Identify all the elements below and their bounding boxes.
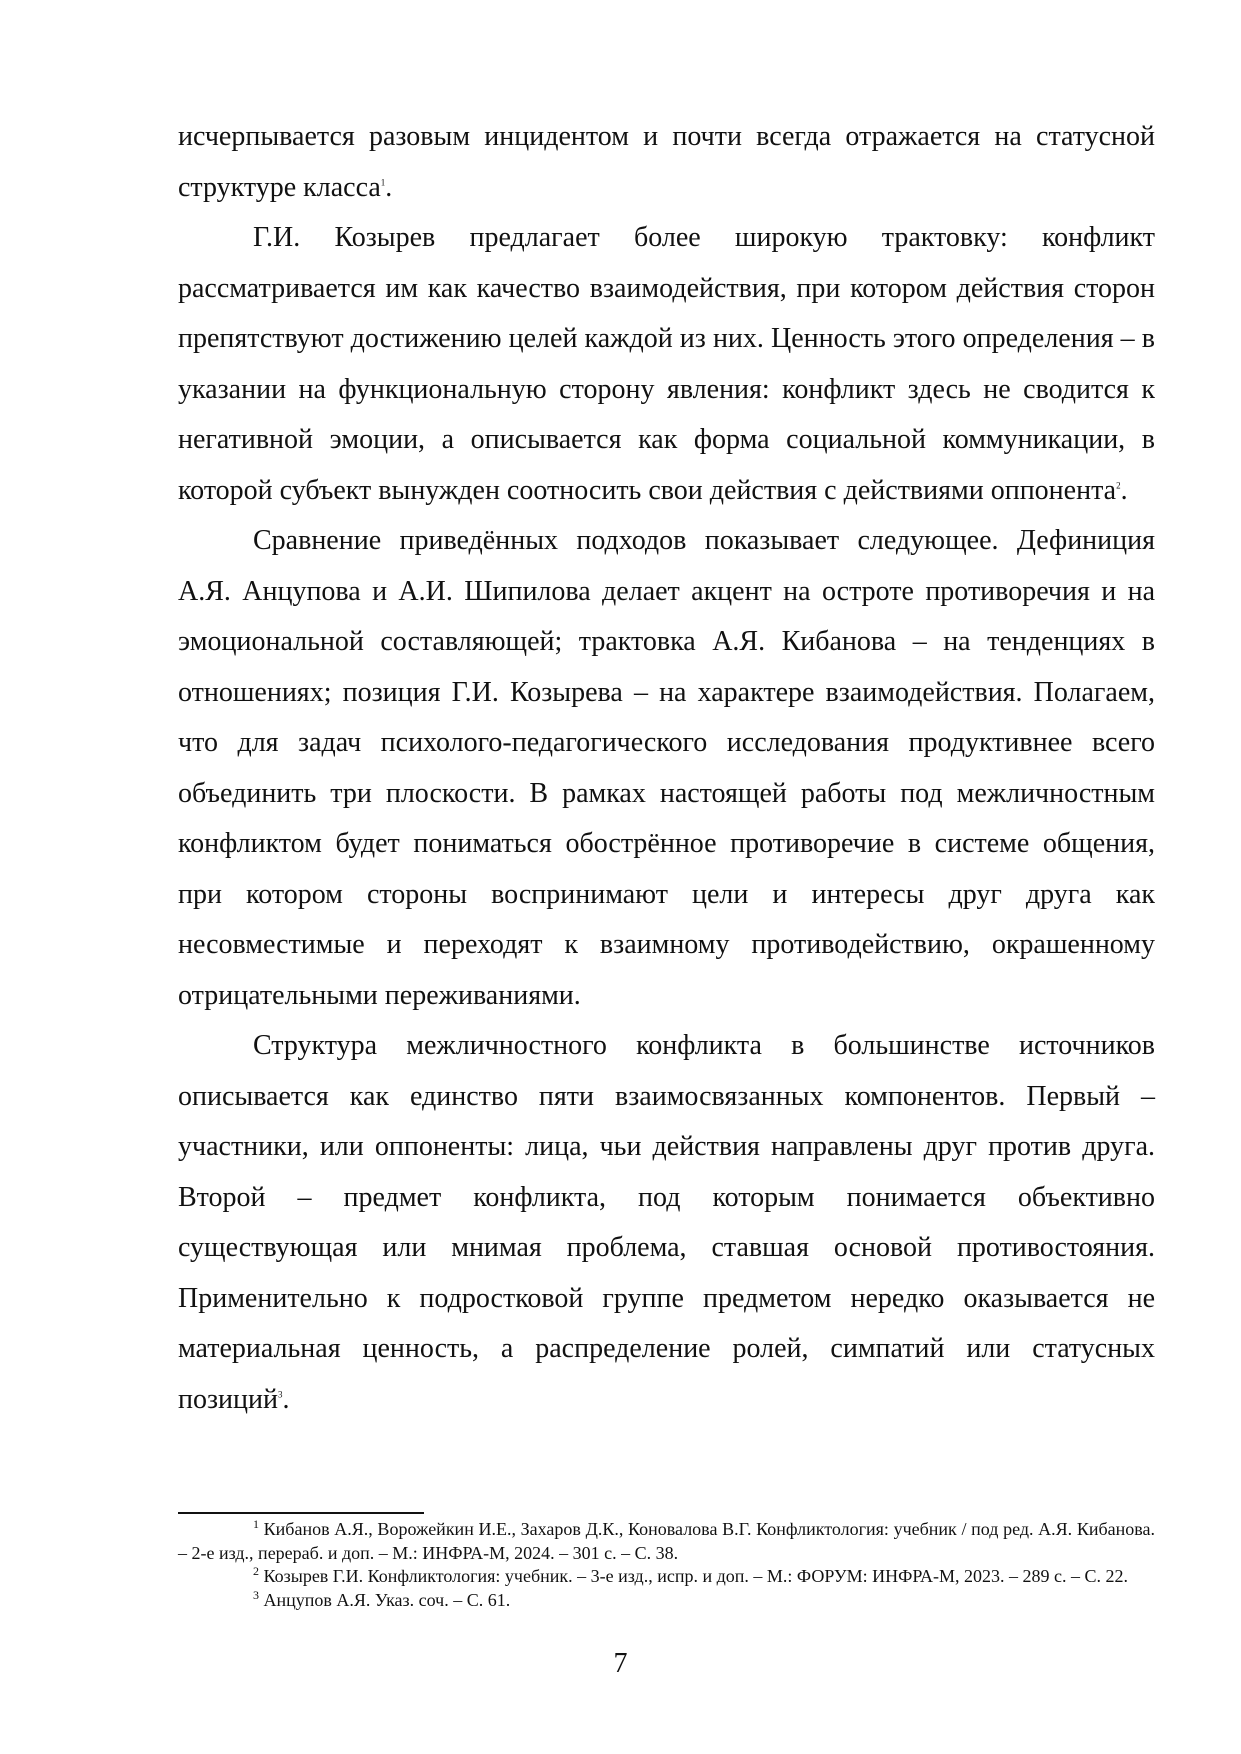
paragraph-2 [178,213,1155,516]
footnote-2-number: 2 [253,1564,259,1578]
paragraph-2-end: . [1120,474,1128,506]
footnote-ref-1[interactable]: 1 [380,177,386,188]
paragraph-1 [178,112,1155,213]
footnote-2-text: Козырев Г.И. Конфликтология: учебник. – 3-е изд., испр. и доп. – М.: ФОРУМ: ИНФРА-М, 2023. – 289 с. – С. 22. [263,1566,1129,1586]
footnote-1 [178,1518,1155,1565]
footnote-1-text: Кибанов А.Я., Ворожейкин И.Е., Захаров Д.К., Коновалова В.Г. Конфликтология: учебник / под ред. А.Я. Кибанова. – 2-е изд., перераб. и доп. – М.: ИНФРА-М, 2024. – 301 с. – С. 38. [178,1519,1155,1563]
footnote-3 [178,1589,1155,1613]
paragraph-4-end: . [282,1383,290,1415]
paragraph-4-text: Структура межличностного конфликта в большинстве источников описывается как единство пяти взаимосвязанных компонентов. Первый – участники, или оппоненты: лица, чьи действия направлены друг против друга. Второй – предмет конфликта, под которым понимается объективно существующая или мнимая проблема, ставшая основой противостояния. Применительно к подростковой группе предметом нередко оказывается не материальная ценность, а распределение ролей, симпатий или статусных позиций [178,1030,1155,1415]
paragraph-2-text: Г.И. Козырев предлагает более широкую трактовку: конфликт рассматривается им как качество взаимодействия, при котором действия сторон препятствуют достижению целей каждой из них. Ценность этого определения – в указании на функциональную сторону явления: конфликт здесь не сводится к негативной эмоции, а описывается как форма социальной коммуникации, в которой субъект вынужден соотносить свои действия с действиями оппонента [178,222,1155,506]
footnote-3-number: 3 [253,1587,259,1602]
body-text [178,112,1155,1425]
footnote-1-number: 1 [253,1517,259,1531]
footnote-ref-3[interactable]: 3 [277,1389,283,1400]
footnote-3-text: Анцупов А.Я. Указ. соч. – С. 61. [263,1589,511,1610]
footnote-2 [178,1565,1155,1589]
paragraph-4 [178,1021,1155,1425]
paragraph-1-end: . [385,171,393,203]
page-number: 7 [613,1648,628,1679]
footnotes [178,1518,1155,1612]
footnote-ref-2[interactable]: 2 [1116,480,1121,491]
footnote-separator [178,1512,424,1514]
paragraph-3-text: Сравнение приведённых подходов показывает следующее. Дефиниция А.Я. Анцупова и А.И. Шипилова делает акцент на остроте противоречия и на эмоциональной составляющей; трактовка А.Я. Кибанова – на тенденциях в отношениях; позиция Г.И. Козырева – на характере взаимодействия. Полагаем, что для задач психолого-педагогического исследования продуктивнее всего объединить три плоскости. В рамках настоящей работы под межличностным конфликтом будет пониматься обострённое противоречие в системе общения, при котором стороны воспринимают цели и интересы друг друга как несовместимые и переходят к взаимному противодействию, окрашенному отрицательными переживаниями. [178,525,1155,1011]
paragraph-1-text: исчерпывается разовым инцидентом и почти всегда отражается на статусной структуре класса [178,121,1155,203]
paragraph-3 [178,516,1155,1021]
